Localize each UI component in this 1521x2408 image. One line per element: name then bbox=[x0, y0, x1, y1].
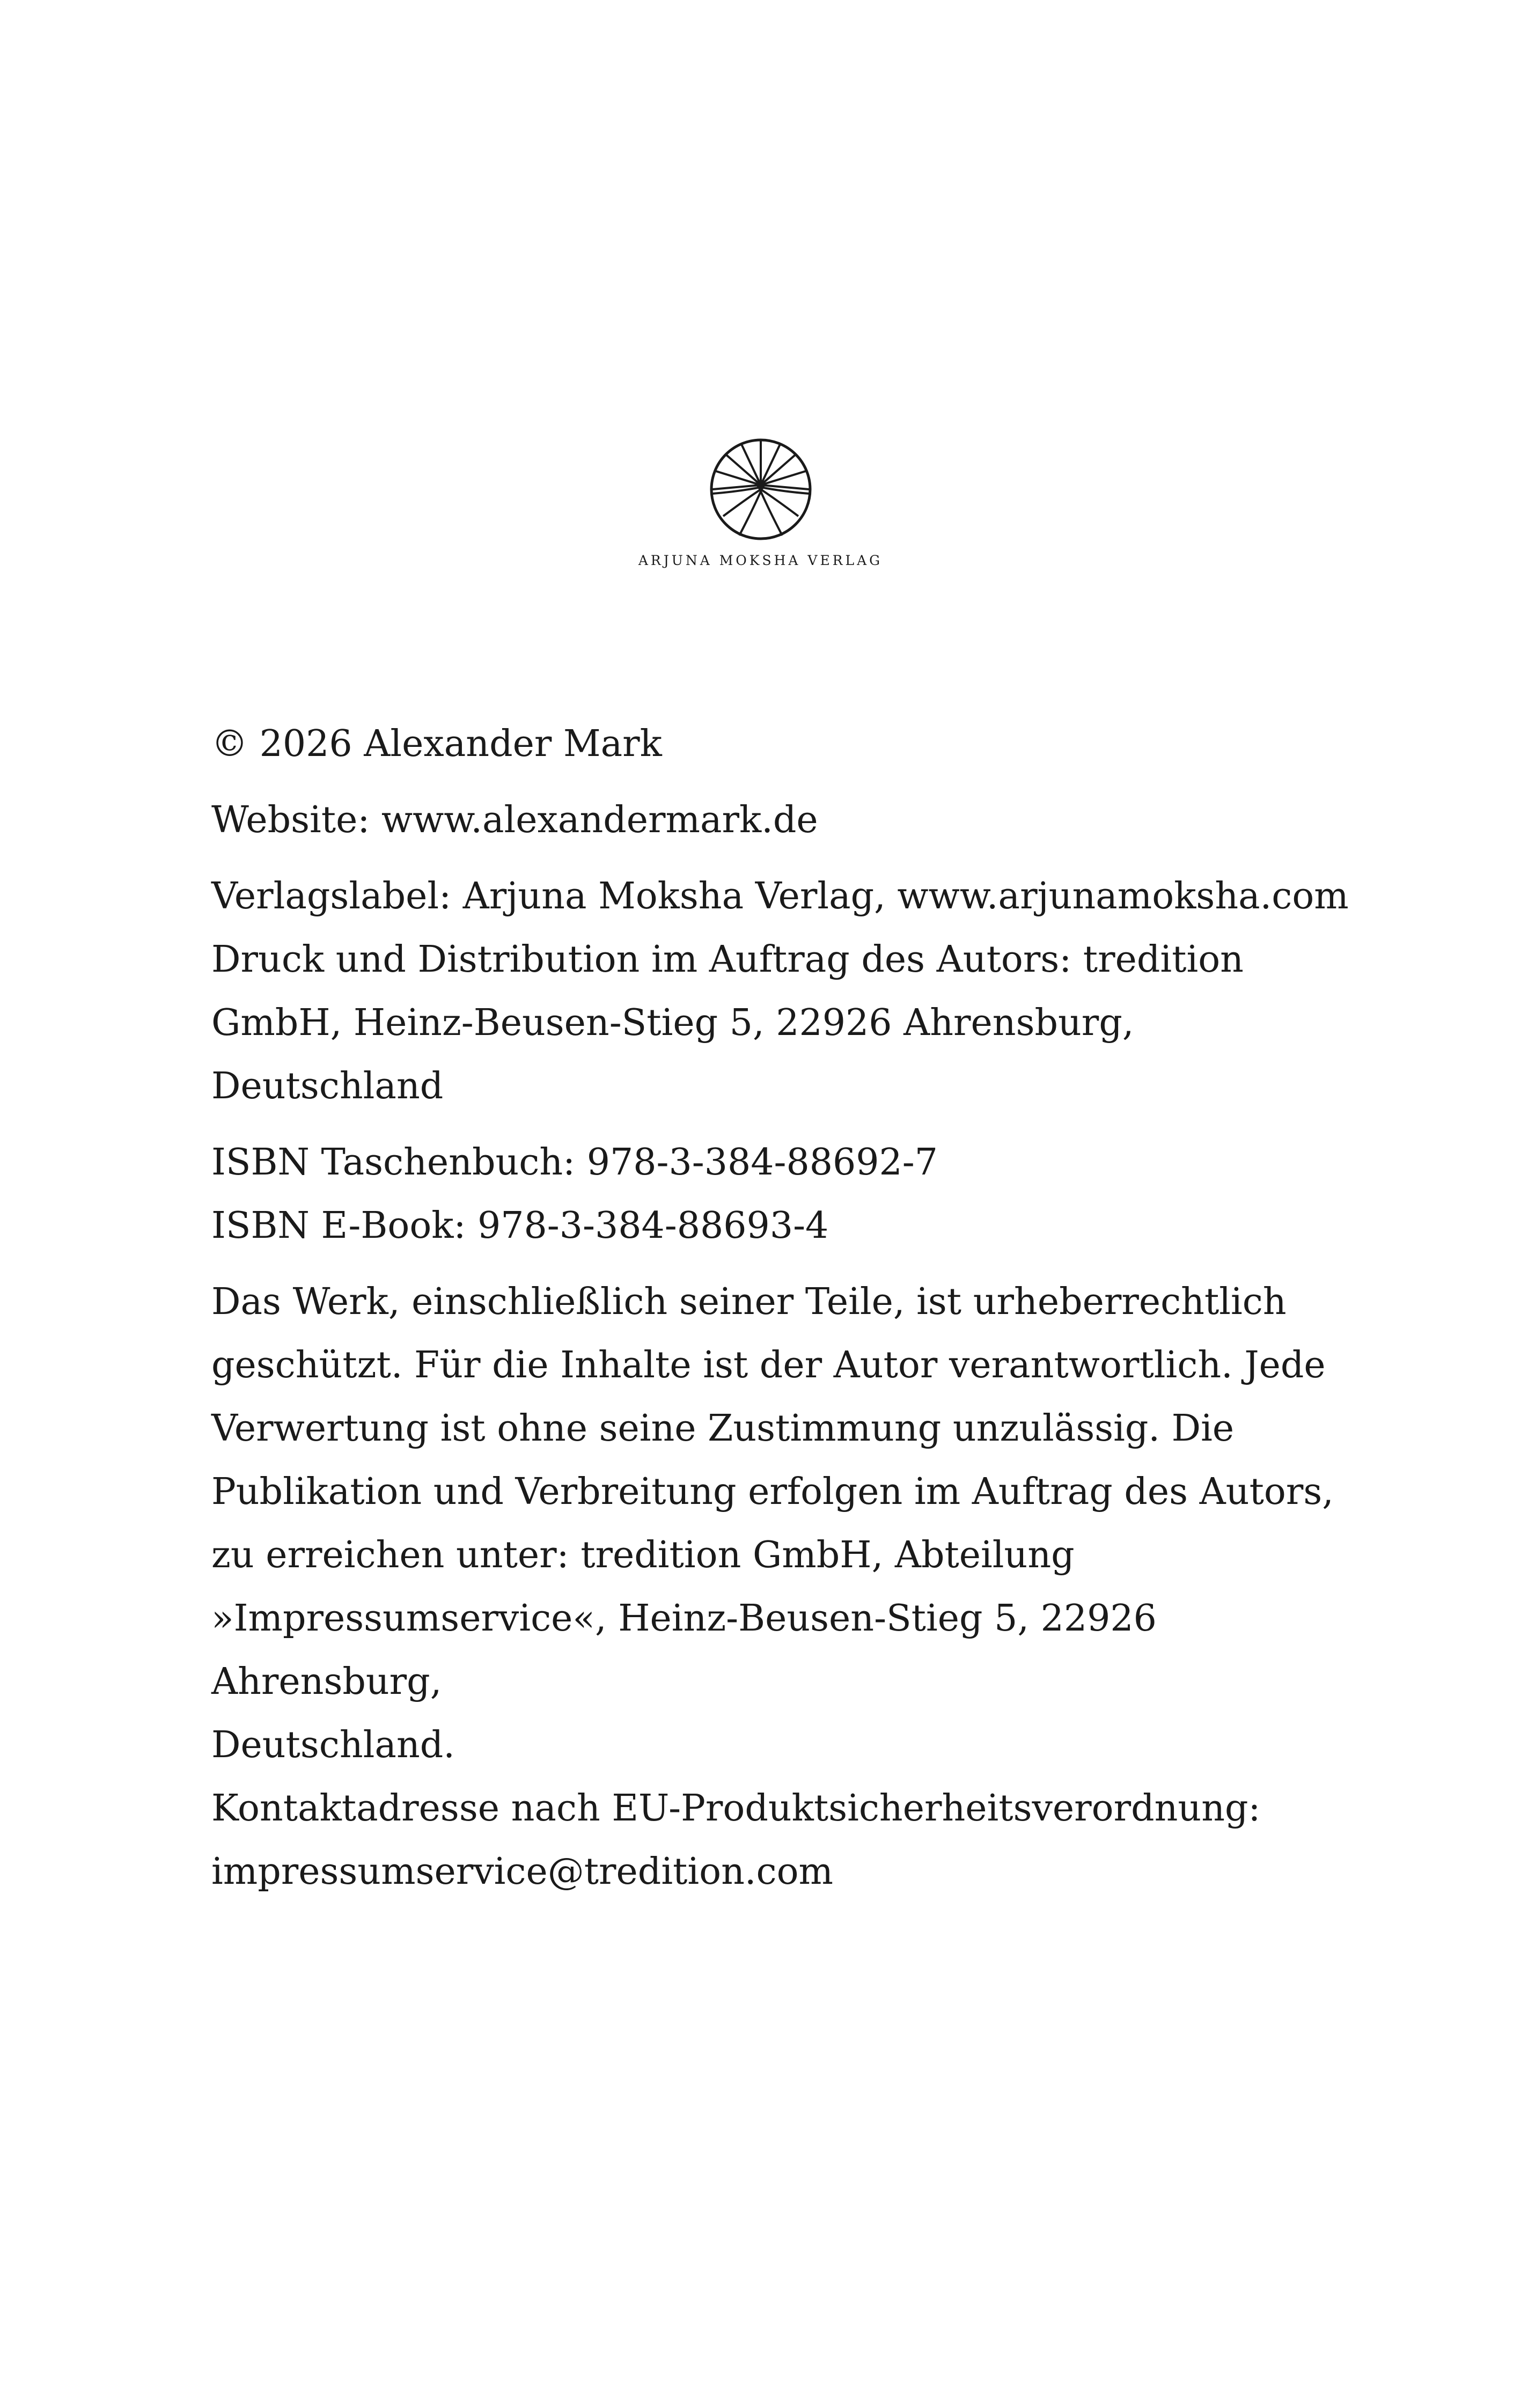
publisher-logo bbox=[0, 436, 1521, 568]
legal-line: Deutschland. bbox=[211, 1724, 455, 1766]
legal-line: Verwertung ist ohne seine Zustimmung unzulässig. Die bbox=[211, 1407, 1235, 1450]
legal-line: Das Werk, einschließlich seiner Teile, ist urheberrechtlich bbox=[211, 1281, 1287, 1323]
legal-line: »Impressumservice«, Heinz-Beusen-Stieg 5, 22926 Ahrensburg, bbox=[211, 1597, 1157, 1703]
legal-line: zu erreichen unter: tredition GmbH, Abteilung bbox=[211, 1534, 1075, 1576]
label-line: Verlagslabel: Arjuna Moksha Verlag, www.arjunamoksha.com bbox=[211, 875, 1349, 917]
isbn-ebook: ISBN E-Book: 978-3-384-88693-4 bbox=[211, 1205, 829, 1247]
imprint-text bbox=[211, 713, 1349, 1904]
website-line: Website: www.alexandermark.de bbox=[211, 799, 818, 841]
publisher-name: ARJUNA MOKSHA VERLAG bbox=[638, 553, 883, 568]
legal-line: geschützt. Für die Inhalte ist der Autor verantwortlich. Jede bbox=[211, 1344, 1326, 1386]
copyright-line: © 2026 Alexander Mark bbox=[211, 723, 662, 765]
sun-wheel-icon bbox=[707, 436, 814, 543]
isbn-paperback: ISBN Taschenbuch: 978-3-384-88692-7 bbox=[211, 1141, 938, 1184]
contact-email: impressumservice@tredition.com bbox=[211, 1851, 833, 1893]
contact-line: Kontaktadresse nach EU-Produktsicherheitsverordnung: bbox=[211, 1787, 1261, 1830]
legal-line: Publikation und Verbreitung erfolgen im Auftrag des Autors, bbox=[211, 1471, 1334, 1513]
print-line: GmbH, Heinz-Beusen-Stieg 5, 22926 Ahrensburg, Deutschland bbox=[211, 1002, 1134, 1107]
print-line: Druck und Distribution im Auftrag des Autors: tredition bbox=[211, 938, 1244, 981]
